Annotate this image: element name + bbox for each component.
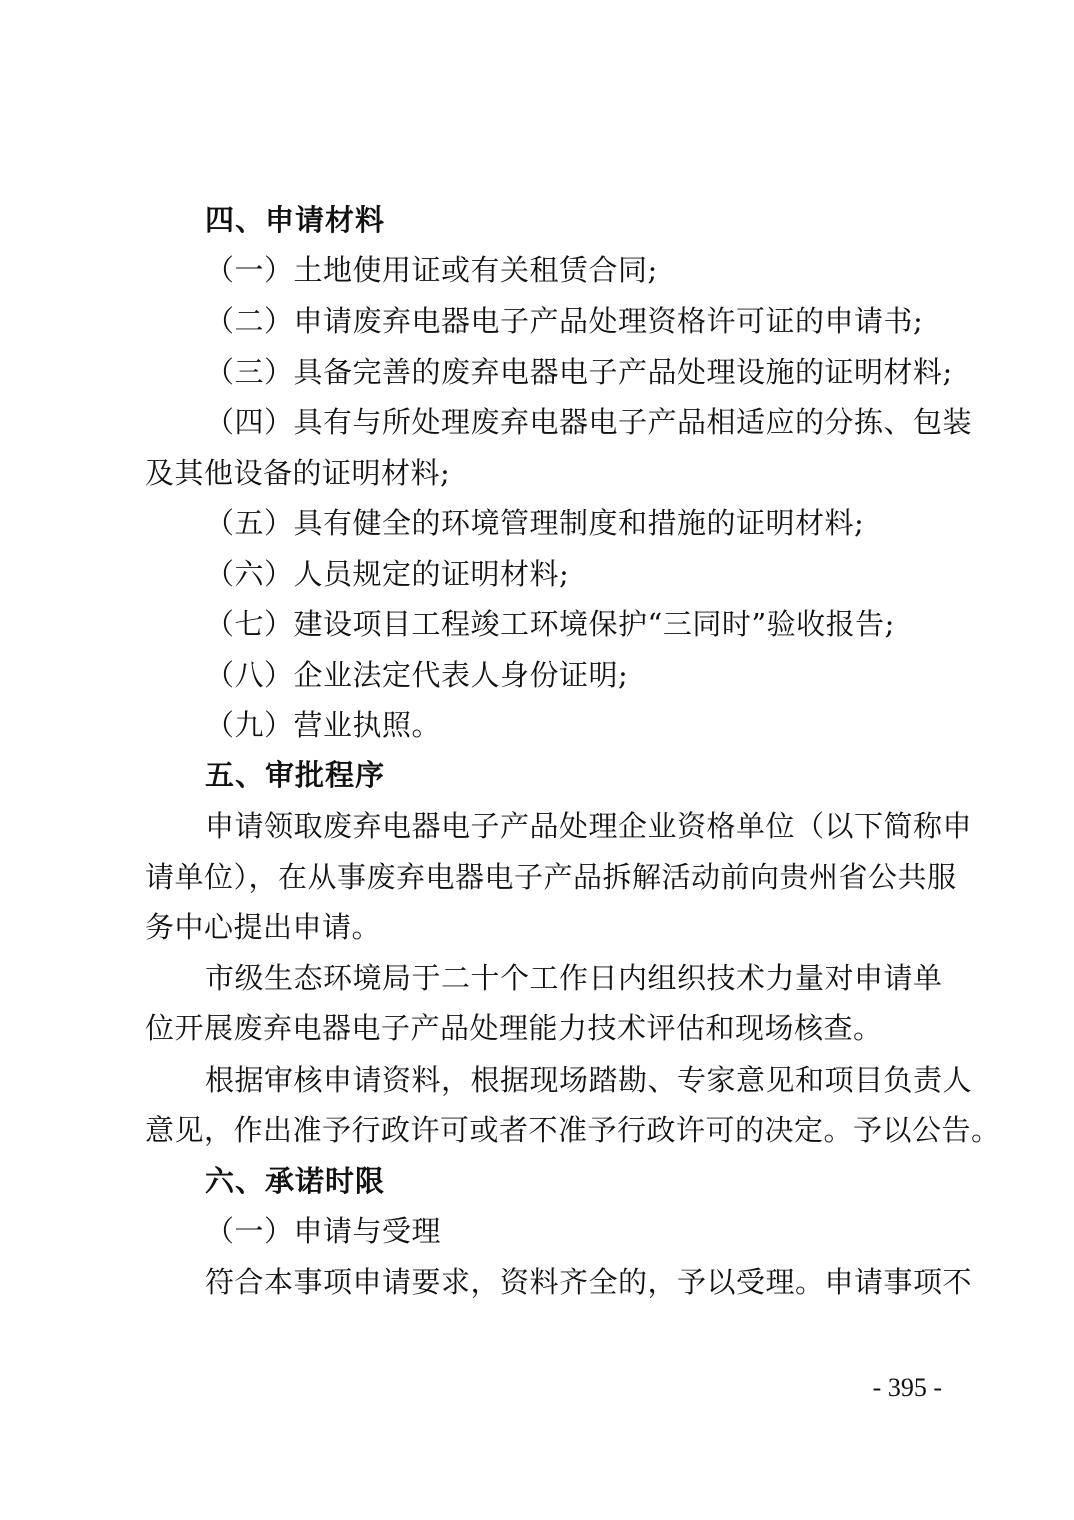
- procedure-line-3: 务中心提出申请。: [145, 910, 382, 944]
- material-item-6: （六）人员规定的证明材料;: [205, 557, 570, 591]
- material-item-4-cont: 及其他设备的证明材料;: [145, 456, 451, 490]
- procedure-line-4: 市级生态环境局于二十个工作日内组织技术力量对申请单: [205, 961, 943, 995]
- section-6-subheading: （一）申请与受理: [205, 1214, 442, 1248]
- material-item-8: （八）企业法定代表人身份证明;: [205, 658, 629, 692]
- procedure-line-2: 请单位），在从事废弃电器电子产品拆解活动前向贵州省公共服: [145, 860, 957, 894]
- material-item-5: （五）具有健全的环境管理制度和措施的证明材料;: [205, 506, 865, 540]
- material-item-3: （三）具备完善的废弃电器电子产品处理设施的证明材料;: [205, 355, 953, 389]
- procedure-line-5: 位开展废弃电器电子产品处理能力技术评估和现场核查。: [145, 1011, 883, 1045]
- procedure-line-1: 申请领取废弃电器电子产品处理企业资格单位（以下简称申: [205, 809, 973, 843]
- material-item-4: （四）具有与所处理废弃电器电子产品相适应的分拣、包装: [205, 405, 973, 439]
- section-5-heading: 五、审批程序: [205, 758, 386, 792]
- material-item-1: （一）土地使用证或有关租赁合同;: [205, 253, 658, 287]
- procedure-line-7: 意见，作出准予行政许可或者不准予行政许可的决定。予以公告。: [145, 1113, 1001, 1147]
- timeline-line-1: 符合本事项申请要求，资料齐全的，予以受理。申请事项不: [205, 1265, 973, 1299]
- material-item-9: （九）营业执照。: [205, 708, 442, 742]
- procedure-line-6: 根据审核申请资料，根据现场踏勘、专家意见和项目负责人: [205, 1063, 973, 1097]
- section-4-heading: 四、申请材料: [205, 203, 386, 237]
- material-item-7: （七）建设项目工程竣工环境保护“三同时”验收报告;: [205, 607, 895, 641]
- section-6-heading: 六、承诺时限: [205, 1164, 386, 1198]
- page-number: - 395 -: [872, 1373, 942, 1402]
- material-item-2: （二）申请废弃电器电子产品处理资格许可证的申请书;: [205, 304, 924, 338]
